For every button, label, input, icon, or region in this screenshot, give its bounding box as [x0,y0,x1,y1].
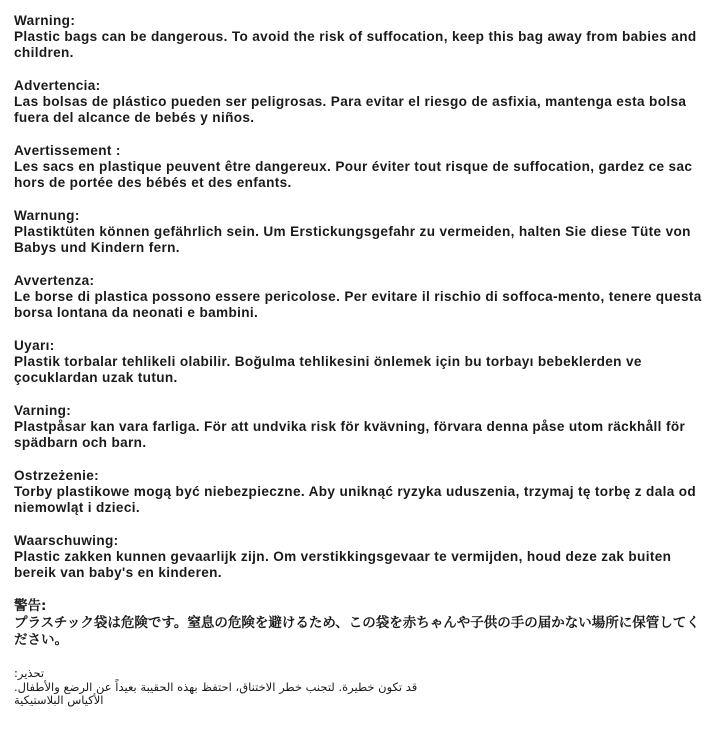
warning-heading-spanish: Advertencia: [14,78,101,93]
warning-text-german: Plastiktüten können gefährlich sein. Um Erstickungsgefahr zu vermeiden, halten Sie diese Tüte von Babys und Kindern fern. [14,224,691,255]
warning-french [14,143,704,191]
warning-heading-japanese: 警告: [14,598,47,614]
warning-heading-arabic: تحذير: [14,666,45,680]
warning-text-dutch: Plastic zakken kunnen gevaarlijk zijn. Om verstikkingsgevaar te vermijden, houd deze zak buiten bereik van baby's en kinderen. [14,549,672,580]
warning-text-spanish: Las bolsas de plástico pueden ser peligrosas. Para evitar el riesgo de asfixia, mantenga esta bolsa fuera del alcance de bebés y niños. [14,94,687,125]
warning-text-english: Plastic bags can be dangerous. To avoid the risk of suffocation, keep this bag away from babies and children. [14,29,697,60]
warning-polish [14,468,704,516]
warning-text-turkish: Plastik torbalar tehlikeli olabilir. Boğulma tehlikesini önlemek için bu torbayı bebeklerden ve çocuklardan uzak tutun. [14,354,642,385]
warning-japanese [14,598,704,649]
warning-heading-dutch: Waarschuwing: [14,533,119,548]
warning-arabic [14,667,704,708]
warning-spanish [14,78,704,126]
warning-text-polish: Torby plastikowe mogą być niebezpieczne. Aby uniknąć ryzyka uduszenia, trzymaj tę torbę z dala od niemowląt i dzieci. [14,484,697,515]
warning-text-japanese: プラスチック袋は危険です。窒息の危険を避けるため、この袋を赤ちゃんや子供の手の届かない場所に保管してください。 [14,615,700,648]
warning-text-arabic-line-2: الأكياس البلاستيكية [14,693,104,707]
warning-text-italian: Le borse di plastica possono essere pericolose. Per evitare il rischio di soffoca-mento, tenere questa borsa lontana da neonati e bambini. [14,289,702,320]
warning-heading-italian: Avvertenza: [14,273,95,288]
warning-text-french: Les sacs en plastique peuvent être dangereux. Pour éviter tout risque de suffocation, gardez ce sac hors de portée des bébés et des enfants. [14,159,693,190]
warning-english [14,13,704,61]
warning-heading-english: Warning: [14,13,76,28]
warning-german [14,208,704,256]
warning-swedish [14,403,704,451]
warning-heading-french: Avertissement : [14,143,121,158]
warning-heading-swedish: Varning: [14,403,72,418]
warning-text-swedish: Plastpåsar kan vara farliga. För att undvika risk för kvävning, förvara denna påse utom räckhåll för spädbarn och barn. [14,419,686,450]
warning-text-arabic-line-1: قد تكون خطيرة. لتجنب خطر الاختناق، احتفظ بهذه الحقيبة بعيداً عن الرضع والأطفال. [14,679,418,694]
warning-label-sheet [14,13,704,725]
warning-heading-german: Warnung: [14,208,80,223]
warning-turkish [14,338,704,386]
warning-italian [14,273,704,321]
warning-dutch [14,533,704,581]
warning-heading-polish: Ostrzeżenie: [14,468,100,483]
warning-heading-turkish: Uyarı: [14,338,55,353]
